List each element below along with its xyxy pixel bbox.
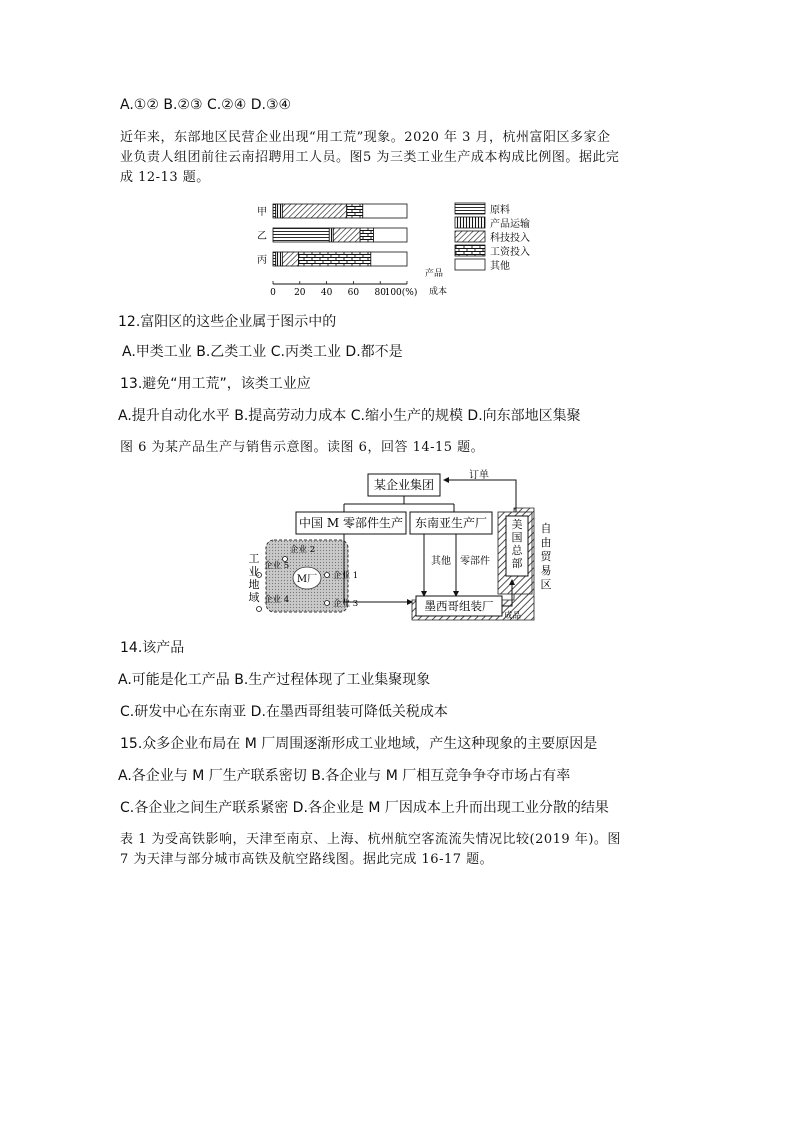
legend-label: 产品运输 bbox=[490, 219, 530, 230]
row-label: 甲 bbox=[257, 207, 267, 218]
legend-label: 工资投入 bbox=[490, 247, 530, 258]
us-hq-label: 美国总部 bbox=[511, 518, 523, 570]
figure5-chart bbox=[255, 200, 545, 296]
bar-segment bbox=[347, 204, 363, 218]
bar-segment bbox=[329, 228, 333, 242]
enterprise-label: 企业 3 bbox=[333, 599, 359, 609]
enterprise-marker bbox=[325, 601, 330, 606]
axis-label-cost: 成本 bbox=[429, 287, 448, 297]
q15-stem: 15.众多企业布局在 M 厂周围逐渐形成工业地域，产生这种现象的主要原因是 bbox=[120, 736, 598, 752]
bar-segment bbox=[273, 204, 276, 218]
intro14-line1: 图 6 为某产品生产与销售示意图。读图 6，回答 14-15 题。 bbox=[120, 440, 485, 455]
china-m-parts: 中国 M 零部件生产 bbox=[299, 516, 403, 530]
bar-segment bbox=[363, 204, 407, 218]
free-trade-zone-label: 自由贸易区 bbox=[540, 522, 552, 591]
legend-label: 其他 bbox=[490, 261, 510, 272]
bar-segment bbox=[273, 228, 329, 242]
other-label: 其他 bbox=[431, 556, 451, 567]
q15-options-cd: C.各企业之间生产联系紧密 D.各企业是 M 厂因成本上升而出现工业分散的结果 bbox=[120, 800, 609, 816]
intro16-line2: 7 为天津与部分城市高铁及航空路线图。据此完成 16-17 题。 bbox=[120, 852, 494, 867]
x-tick-label: 0 bbox=[270, 288, 276, 298]
legend-swatch bbox=[455, 203, 485, 214]
bar-segment bbox=[273, 252, 276, 266]
row-label: 丙 bbox=[257, 255, 267, 266]
bar-segment bbox=[276, 252, 283, 266]
x-tick-label: 60 bbox=[347, 288, 360, 298]
intro16-line1: 表 1 为受高铁影响，天津至南京、上海、杭州航空客流流失情况比较(2019 年)。图 bbox=[120, 832, 621, 847]
bar-segment bbox=[282, 204, 346, 218]
figure6-diagram bbox=[244, 468, 564, 628]
order-label: 订单 bbox=[469, 470, 489, 481]
bar-segment bbox=[276, 204, 283, 218]
intro12-line3: 成 12-13 题。 bbox=[120, 170, 210, 185]
axis-label-product: 产品 bbox=[425, 269, 444, 279]
enterprise-label: 企业 1 bbox=[333, 571, 359, 581]
enterprise-label: 企业 4 bbox=[264, 595, 290, 605]
enterprise-group: 某企业集团 bbox=[373, 478, 435, 492]
legend-swatch bbox=[455, 217, 485, 228]
parts-label: 零部件 bbox=[460, 556, 490, 567]
enterprise-label: 企业 2 bbox=[290, 545, 316, 555]
q15-options-ab: A.各企业与 M 厂生产联系密切 B.各企业与 M 厂相互竞争争夺市场占有率 bbox=[118, 768, 571, 784]
bar-segment bbox=[282, 252, 298, 266]
x-tick-label: 20 bbox=[294, 288, 306, 298]
enterprise-label: 企业 5 bbox=[264, 561, 290, 571]
enterprise-marker bbox=[325, 573, 330, 578]
intro12-line2: 业负责人组团前往云南招聘用工人员。图5 为三类工业生产成本构成比例图。据此完 bbox=[120, 150, 620, 165]
q14-options-cd: C.研发中心在东南亚 D.在墨西哥组装可降低关税成本 bbox=[120, 704, 448, 720]
q12-stem: 12.富阳区的这些企业属于图示中的 bbox=[118, 314, 337, 330]
bar-segment bbox=[333, 228, 360, 242]
q11-options: A.①② B.②③ C.②④ D.③④ bbox=[120, 97, 292, 113]
enterprise-marker bbox=[257, 607, 262, 612]
legend-label: 科技投入 bbox=[490, 233, 530, 244]
bar-segment bbox=[360, 228, 373, 242]
legend-label: 原料 bbox=[490, 205, 510, 216]
bar-segment bbox=[374, 228, 408, 242]
industrial-area-label: 工业地域 bbox=[248, 552, 260, 604]
intro12-line1: 近年来，东部地区民营企业出现“用工荒”现象。2020 年 3 月，杭州富阳区多家企 bbox=[120, 130, 611, 145]
sea-factory: 东南亚生产厂 bbox=[414, 516, 488, 530]
x-tick-label: 100(%) bbox=[384, 288, 418, 298]
q13-options: A.提升自动化水平 B.提高劳动力成本 C.缩小生产的规模 D.向东部地区集聚 bbox=[118, 408, 581, 424]
product-label: 成品 bbox=[504, 611, 522, 621]
row-label: 乙 bbox=[257, 231, 267, 242]
bar-segment bbox=[371, 252, 407, 266]
q13-stem: 13.避免“用工荒”，该类工业应 bbox=[120, 376, 311, 392]
q14-options-ab: A.可能是化工产品 B.生产过程体现了工业集聚现象 bbox=[118, 672, 431, 688]
m-factory-label: M厂 bbox=[296, 574, 318, 585]
legend-swatch bbox=[455, 231, 485, 242]
bar-segment bbox=[298, 252, 370, 266]
mexico-assembly: 墨西哥组装厂 bbox=[424, 599, 494, 613]
q12-options: A.甲类工业 B.乙类工业 C.丙类工业 D.都不是 bbox=[122, 344, 403, 360]
legend-swatch bbox=[455, 259, 485, 270]
x-tick-label: 40 bbox=[320, 288, 333, 298]
legend-swatch bbox=[455, 245, 485, 256]
x-tick-label: 80 bbox=[374, 288, 386, 298]
q14-stem: 14.该产品 bbox=[120, 640, 185, 656]
